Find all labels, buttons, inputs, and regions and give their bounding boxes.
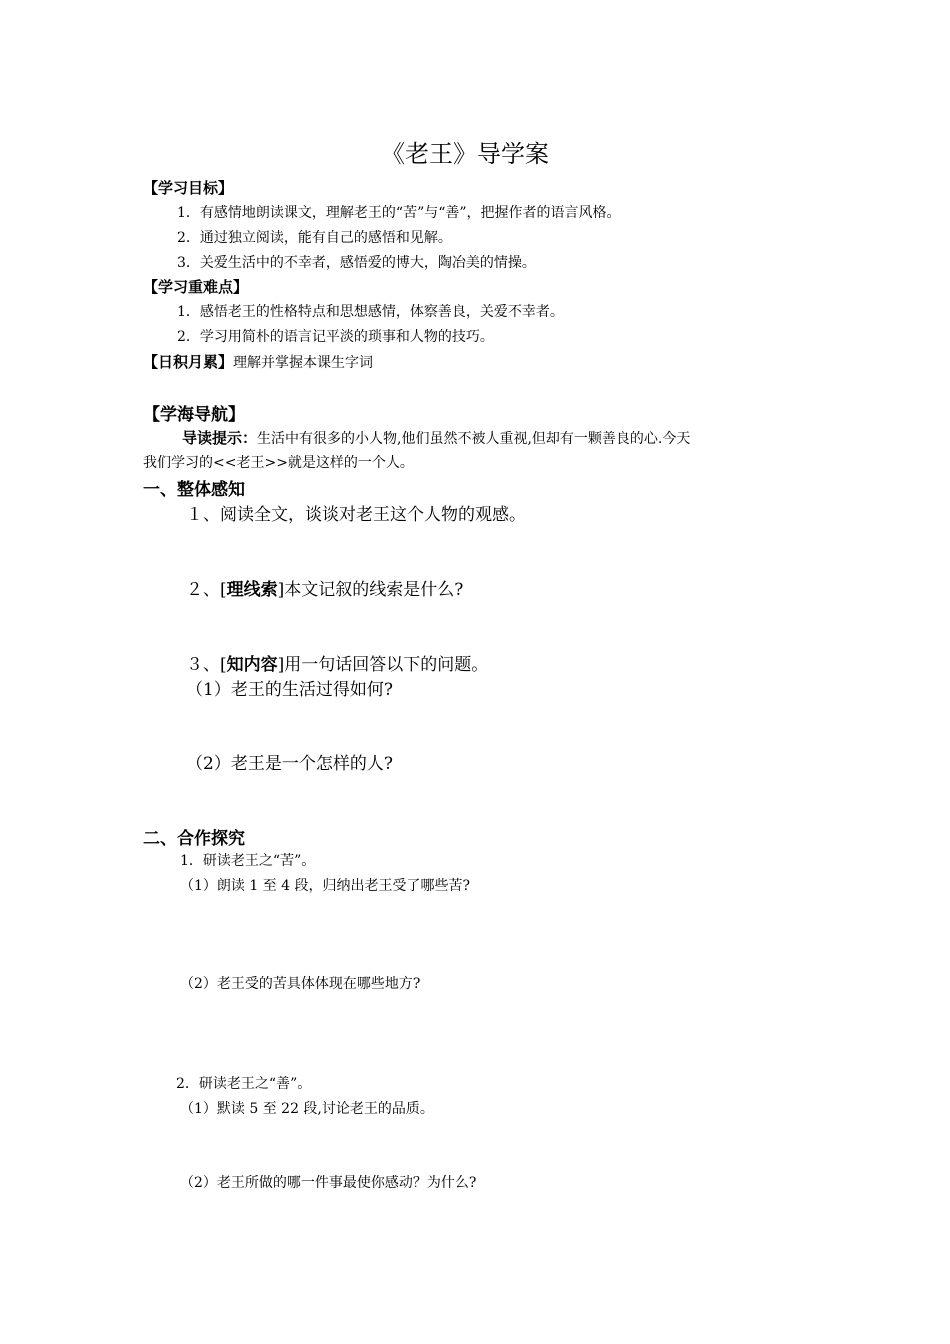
objective-item-2: 2．通过独立阅读，能有自己的感悟和见解。	[177, 230, 452, 246]
reading-tip-line-1	[182, 427, 690, 448]
part2-section-1-q2: （2）老王受的苦具体体现在哪些地方?	[180, 976, 421, 992]
daily-heading: 【日积月累】	[143, 353, 234, 371]
theme-tag-content: 知内容	[226, 655, 278, 675]
key-point-item-1: 1．感悟老王的性格特点和思想感情，体察善良，关爱不幸者。	[177, 304, 564, 320]
part1-question-1: １、阅读全文，谈谈对老王这个人物的观感。	[186, 505, 526, 525]
reading-tip-line-2: 我们学习的<<老王>>就是这样的一个人。	[143, 455, 414, 471]
reading-tip-label: 导读提示：	[182, 429, 258, 447]
part1-question-3: ３、[知内容]用一句话回答以下的问题。	[186, 655, 489, 675]
part2-section-2: 2．研读老王之“善”。	[176, 1076, 312, 1092]
part1-question-3-sub-1: （1）老王的生活过得如何?	[186, 680, 393, 700]
part1-question-2: ２、[理线索]本文记叙的线索是什么?	[186, 580, 464, 600]
navigation-heading: 【学海导航】	[143, 405, 245, 425]
objectives-heading: 【学习目标】	[143, 179, 234, 197]
objective-item-1: 1．有感情地朗读课文，理解老王的“苦”与“善”，把握作者的语言风格。	[177, 205, 621, 221]
part2-section-2-q2: （2）老王所做的哪一件事最使你感动？为什么?	[180, 1175, 477, 1191]
key-point-item-2: 2．学习用简朴的语言记平淡的琐事和人物的技巧。	[177, 329, 494, 345]
part1-question-3-sub-2: （2）老王是一个怎样的人?	[186, 754, 393, 774]
page-title: 《老王》导学案	[381, 140, 549, 168]
part1-heading: 一、整体感知	[143, 480, 245, 500]
reading-tip-text: 生活中有很多的小人物,他们虽然不被人重视,但却有一颗善良的心.今天	[257, 431, 691, 447]
daily-text: 理解并掌握本课生字词	[233, 355, 374, 371]
part2-section-1: 1．研读老王之“苦”。	[180, 853, 316, 869]
theme-tag-trace: 理线索	[226, 580, 278, 600]
part2-section-1-q1: （1）朗读 1 至 4 段，归纳出老王受了哪些苦?	[180, 878, 471, 894]
key-points-heading: 【学习重难点】	[143, 278, 249, 296]
part2-section-2-q1: （1）默读 5 至 22 段,讨论老王的品质。	[180, 1101, 434, 1117]
objective-item-3: 3．关爱生活中的不幸者，感悟爱的博大，陶冶美的情操。	[177, 255, 536, 271]
part2-heading: 二、合作探究	[143, 829, 245, 849]
daily-line	[143, 351, 373, 372]
